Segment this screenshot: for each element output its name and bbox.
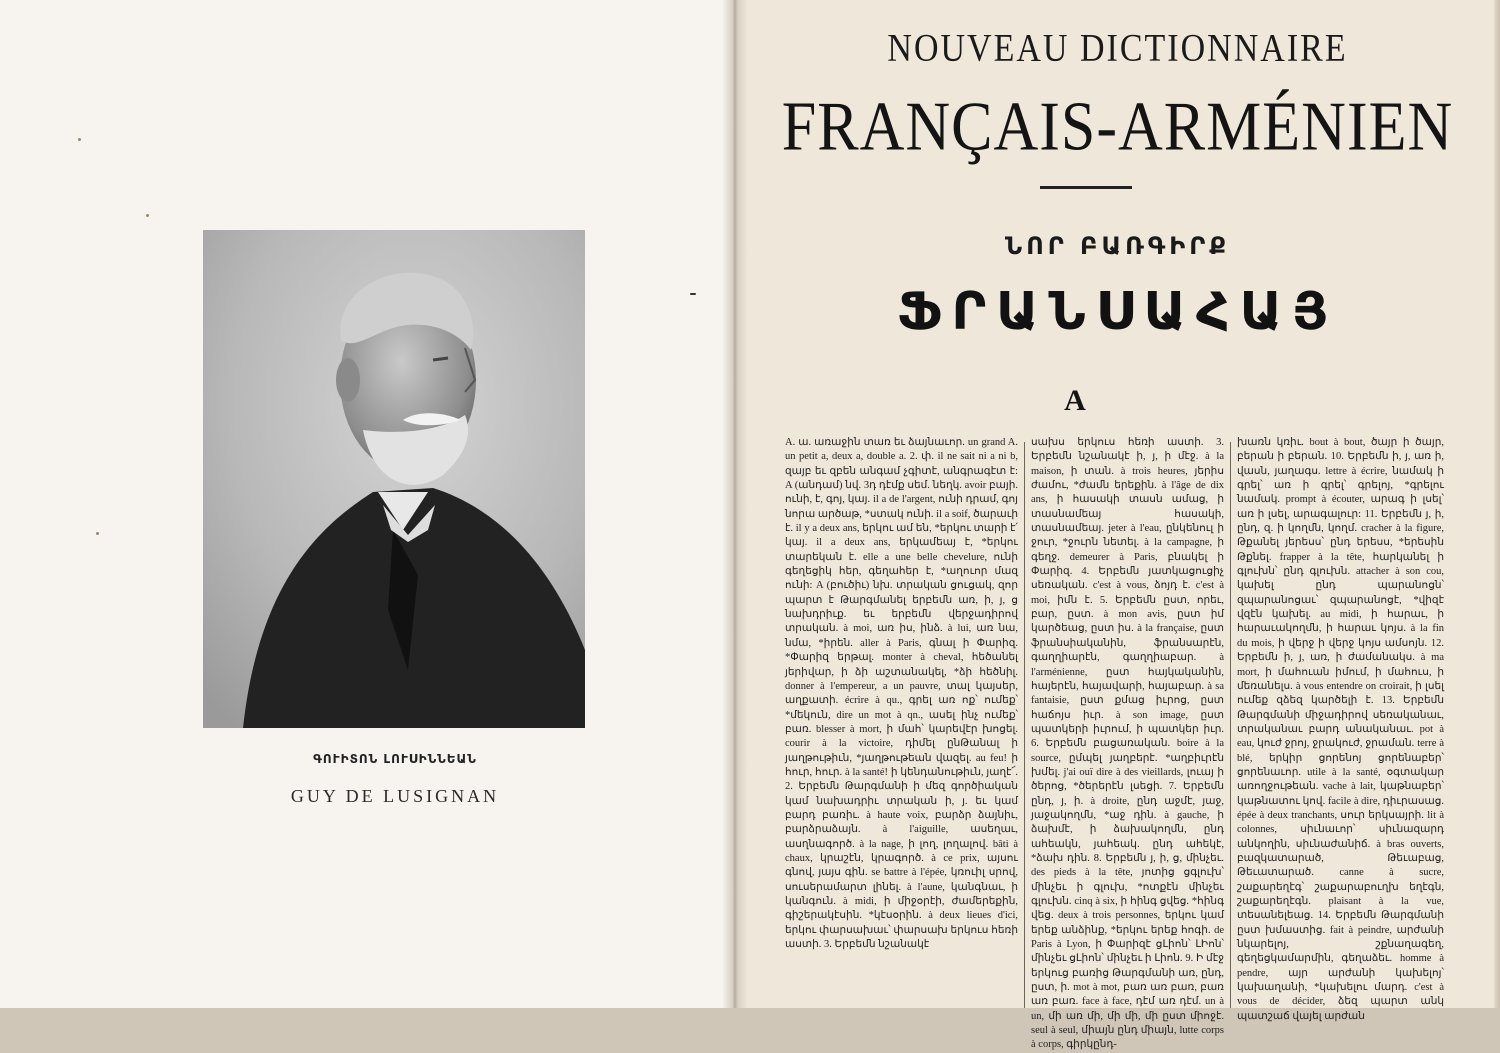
portrait-caption-armenian: ԳՈՒԻՏՈՆ ԼՈՒՍԻՆՆԵԱՆ (313, 752, 477, 766)
dictionary-column-3: խառն կռիւ. bout à bout, ծայր ի ծայր, բերան ի բերան. 10. Երբեմն ի, յ, առ ի, վասն, յաղագս. lettre à écrire, նամակ ի գրել՝ առ ի գրել՝ գրելոյ, *գրելու նամակ. prompt à écouter, արագ ի լսել՝ առ ի լսել, արագալուր: 11. Երբեմն յ, ի, ընդ, զ. ի կողմն, կողմ. cracher à la figure, Թքանել յերեսս՝ ընդ երեսս, *երեսին Թքնել. frapper à la tête, հարկանել ի գլուխն՝ ընդ գլուխն. attacher à son cou, կախել ընդ պարանոցն՝ զպարանոցաւ՝ զպարանոցէ, *վիզէ վզէն կախել. au midi, ի հարաւ, ի հարաւակողմն, ի հարաւ կոյս. à la fin du mois, ի վերջ ի վերջ կոյս ամսոյն. 12. Երբեմն ի, յ, առ, ի ժամանակս. à ma mort, ի մահուան իմում, ի մահուս, ի մեռանելս. à vous entendre on croirait, ի լսել ումեք զձեզ կարծելի է. 13. Երբեմն Թարգմանի միջադիրով սեռականաւ, տրականաւ բարդ անականաւ. pot à eau, կուժ ջրոյ, ջրակուժ, ջրաման. terre à blé, երկիր ցորենոյ ցորենաբեր՝ ցորենաւոր. utile à la santé, օգտակար առողջութեան. vache à lait, կաթնաբեր՝ կաթնատու կով. facile à dire, դիւրասաց. épée à deux tranchants, սուր երկսայրի. lit à colonnes, սիւնաւոր՝ սիւնազարդ անկողին, սիւնաժանիճ. à bras ouverts, բազկատարած, Թեւաբաց, Թեւատարած. canne à sucre, շաքարեղէգ՝ շաքարաբուղխ եղէգն, շաքարեղէգն. plaisant à la vue, տեսանելեաց. 14. Երբեմն Թարգմանի ըստ խմաստից. fait à peindre, արժանի նկարելոյ, շքնաղագեղ, գեղեցկամարմին, գեղաձեւ. homme à pendre, այր արժանի կախելոյ՝ կախաղանի, *կախելու մարդ. c'est à vous de décider, ձեզ պարտ անկ պատշաճ վայել արժան (1237, 437, 1444, 1022)
dictionary-column-1: A. ա. առաջին տառ եւ ձայնաւոր. un grand A. un petit a, deux a, double a. 2. փ. il ne sait ni a ni b, զայբ եւ զբեն անգամ չգիտէ, անգրագէտ է: A (անդամ) նվ. 3դ դէմք սեմ. նեղկ. avoir բայի. ունի, է, գոյ, կայ. il a de l'argent, ունի դրամ, գոյ նորա արծաթ, *ստակ ունի. il a soif, ծարաւի է. il y a deux ans, երկու ամ են, *երկու տարի է՛ կայ. il a deux ans, երկամեայ է, *երկու տարեկան է. elle a une belle chevelure, ունի գեղեցիկ հեր, գեղահեր է, *աղուոր մազ ունի: A (բուծիւ) նխ. տրական ցուցակ, զոր պարտ է Թարգմանել երբեմն առ, ի, յ, ց նախդրիւք. եւ երբեմն վերջադիրով տրական. à moi, առ իս, ինձ. à lui, առ նա, նմա, *իրեն. aller à Paris, գնալ ի Փարիզ. *Փարիզ երթալ. monter à cheval, հեծանել յերիվար, ի ձի աշտանակել, *ձի հեծնիլ. donner à l'empereur, a un pauvre, տալ կայսեր, աղքատի. écrire à qu., գրել առ ոք՝ ումեք՝ *մեկուն, dire un mot à qn., ասել ինչ ումեք՝ բառ. blesser à mort, ի մահ՝ կարեվէր խոցել. courir à la victoire, դիմել ընԹանալ ի յաղթութիւն, *յաղթութեան վազել. au feu! ի հուր, հուր. à la santé! ի կենդանութիւն, յաղէ՜. 2. Երբեմն Թարգմանի ի մեզ գործիական կամ նախադրիւ տրական ի, յ. եւ կամ բարդ բառիւ. à haute voix, բարձր ձայնիւ, բարձրաձայն. à l'aiguille, ասեղաւ, ասղնագործ. à la nage, ի լող, լողալով. bâti à chaux, կրաշէն, կրագործ. à ce prix, այսու գնով, յայս գին. se battre à l'épée, կռուիլ սրով, սուսերամարտ լինել. à l'aune, կանգնաւ, ի կանգուն. à midi, ի միջօրէի, ժամերեքին, գիշերակէսին. *կէսօրին. à deux lieues d'ici, երկու փարսախաւ՝ փարսախ երկուս հեռի աստի. 3. Երբեմն նշանակէ (785, 437, 1018, 951)
left-page (0, 0, 735, 1008)
paper-speck (78, 138, 81, 141)
page-edge-shadow (1494, 0, 1500, 1008)
paper-mark (690, 293, 696, 295)
armenian-title-line-2: ՖՐԱՆՍԱՀԱՅ (897, 282, 1338, 342)
dictionary-columns (785, 436, 1490, 1051)
portrait-image (203, 230, 585, 728)
title-divider (1040, 186, 1132, 189)
section-letter-heading: A (1064, 384, 1086, 417)
right-page (735, 0, 1500, 1051)
portrait-photograph (203, 230, 585, 728)
column-rule (1024, 442, 1025, 1008)
dictionary-column-2: սախս երկուս հեռի աստի. 3. Երբեմն նշանակէ ի, յ, ի մէջ. à la maison, ի տան. à trois heures, յերիս ժամու, *ժամն երեքին. à l'âge de dix ans, ի հասակի տասն ամաց, ի տասնամեայ հասակի, տասնամեայ. jeter à l'eau, ընկենուլ ի ջուր, *ջուրն նետել. à la campagne, ի գեղջ. demeurer à Paris, բնակել ի Փարիզ. 4. Երբեմն յատկացուցիչ սեռական. c'est à vous, ձոյդ է. c'est à moi, իմն է. 5. Երբեմն ըստ, որեւ, բար, ըստ. à mon avis, ըստ իմ կարծեաց, ըստ իս. à la française, ըստ ֆրանսիականին, ֆրանսարէն, գաղղիարէն, գաղղիաբար. à l'arménienne, ըստ հայկականին, հայերէն, հայավարի, հայաբար. à sa fantaisie, ըստ քմաց իւրոց, ըստ հաճոյս իւր. à son image, ըստ պատկերի իւրում, ի պատկեր իւր. 6. Երբեմն բացառական. boire à la source, ըմպել յաղբերէ. *աղբիւրէն խմել. j'ai ouï dire à des vieillards, լուայ ի ծերոց, *ծերերէն լսեցի. 7. Երբեմն ընդ, յ, ի. à droite, ընդ աջմէ, յաջ, յաջակողմն, *աջ դին. à gauche, ի ձախմէ, ի ձախակողմն, ընդ ահեակն, յահեակ. ընդ ահեկէ, *ձախ դին. 8. Երբեմն յ, ի, ց, մինչեւ. des pieds à la tête, յոտից ցգլուխ՝ մինչեւ ի գլուխ, *ոտքէն մինչեւ գլուխն. cinq à six, ի հինգ ցվեց. *հինգ վեց. deux à trois personnes, երկու կամ երեք անձինք, *երկու երեք հոգի. de Paris à Lyon, ի Փարիզէ ցԼիոն՝ ԼԻոն՝ մինչեւ ցԼիոն՝ մինչեւ ի Լիոն. 9. Ի մէջ երկուց բառից Թարգմանի առ, ընդ, ըստ, ի. mot à mot, բառ առ բառ, բառ առ բառ. face à face, դէմ առ դէմ. un à un, մի առ մի, մի մի, մի ըստ միոջէ. seul à seul, միայն ընդ միայն, lutte corps à corps, գիրկընդ- (1031, 437, 1224, 1051)
armenian-title-line-1: ՆՈՐ ԲԱՌԳԻՐՔ (1005, 232, 1230, 260)
portrait-caption-latin: GUY DE LUSIGNAN (290, 786, 500, 806)
title-line-1: NOUVEAU DICTIONNAIRE (887, 27, 1348, 70)
paper-speck (96, 532, 99, 535)
book-gutter (722, 0, 748, 1008)
column-rule (1230, 442, 1231, 1008)
paper-speck (146, 214, 149, 217)
title-line-2: FRANÇAIS-ARMÉNIEN (781, 88, 1454, 166)
